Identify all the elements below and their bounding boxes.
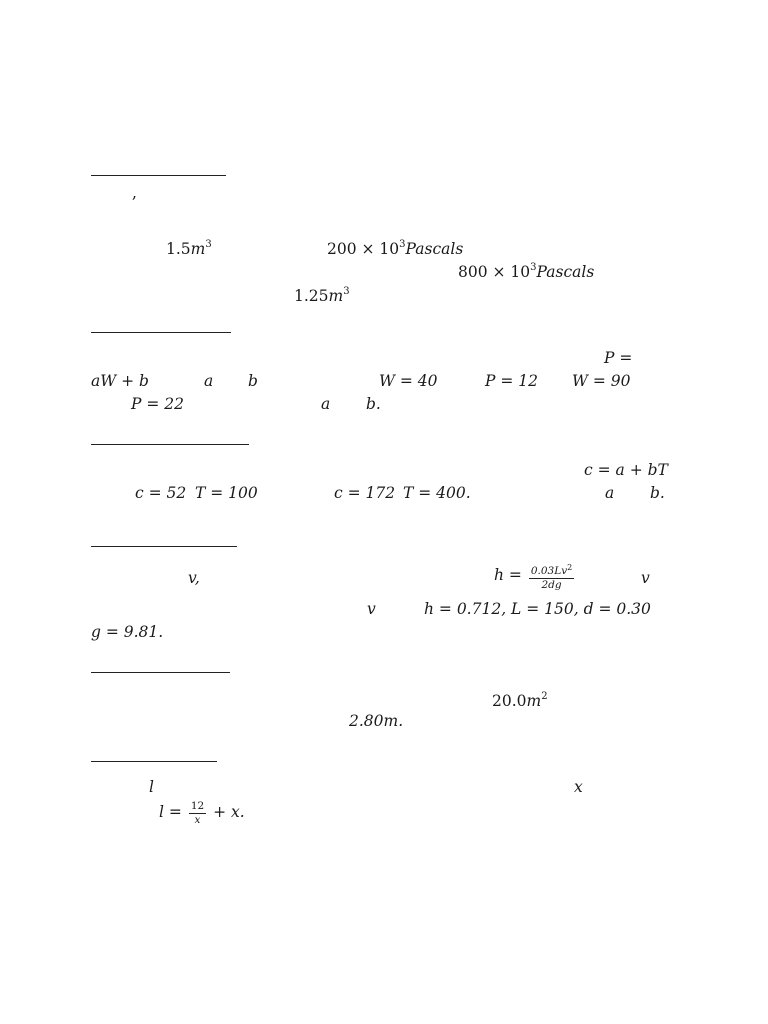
- p2-b: b: [248, 372, 258, 390]
- p6-l: l: [149, 778, 154, 796]
- p2-w40: W = 40: [379, 372, 438, 390]
- p2-w90: W = 90: [572, 372, 631, 390]
- p6-fraction: $\frac{12}{x}$: [190, 799, 205, 826]
- p4-fraction: $\frac{0.03Lv^2}{2dg}$: [530, 562, 573, 591]
- p3-t400: T = 400.: [403, 484, 471, 502]
- p6-l-formula: l = $\frac{12}{x}$ + x.: [159, 799, 245, 826]
- section-rule-4: [91, 546, 237, 547]
- p4-g-value: g = 9.81.: [91, 623, 164, 641]
- section-rule-2: [91, 332, 231, 333]
- p4-v-comma: v,: [188, 569, 200, 587]
- p5-length: 2.80m.: [349, 712, 404, 730]
- p1-volume-1: $1.5m^3$: [166, 239, 212, 258]
- p4-v-2: v: [367, 600, 376, 618]
- p2-aw-plus-b: aW + b: [91, 372, 149, 390]
- p3-c172: c = 172: [334, 484, 396, 502]
- p1-volume-2: $1.25m^3$: [294, 286, 350, 305]
- p1-comma: ,: [132, 184, 137, 202]
- p4-h-formula: h = $\frac{0.03Lv^2}{2dg}$: [494, 562, 573, 591]
- p3-b: b.: [650, 484, 665, 502]
- p3-formula: c = a + bT: [584, 461, 668, 479]
- p3-a: a: [605, 484, 615, 502]
- p2-p22: P = 22: [131, 395, 184, 413]
- p1-pressure-1: $200 \times 10^3Pascals$: [327, 239, 464, 258]
- section-rule-3: [91, 444, 249, 445]
- p2-a: a: [204, 372, 214, 390]
- p3-t100: T = 100: [195, 484, 258, 502]
- p2-b-2: b.: [366, 395, 381, 413]
- p2-a-2: a: [321, 395, 331, 413]
- p4-given-values: h = 0.712, L = 150, d = 0.30: [424, 600, 651, 618]
- p6-x: x: [574, 778, 583, 796]
- p2-p12: P = 12: [485, 372, 538, 390]
- section-rule-1: [91, 175, 226, 176]
- p3-c52: c = 52: [135, 484, 187, 502]
- p1-pressure-2: $800 \times 10^3Pascals$: [458, 262, 595, 281]
- section-rule-6: [91, 761, 217, 762]
- p4-v-1: v: [641, 569, 650, 587]
- p5-area: $20.0m^2$: [492, 691, 548, 710]
- section-rule-5: [91, 672, 230, 673]
- p2-p-equals: P =: [604, 349, 633, 367]
